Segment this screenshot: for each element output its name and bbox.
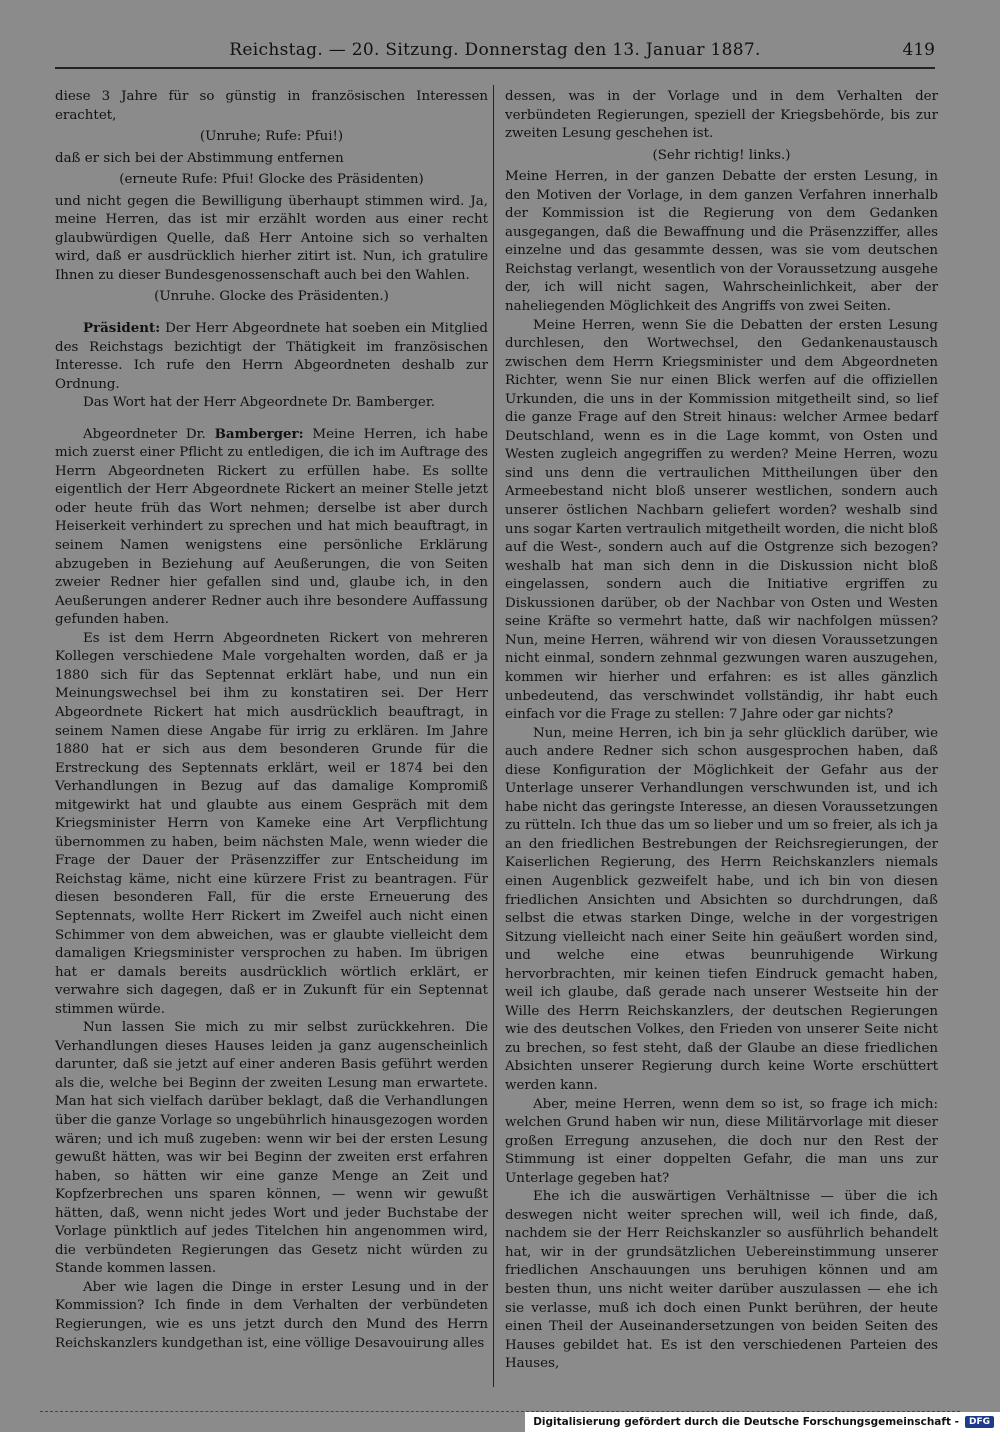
footer-bar <box>525 1412 1000 1432</box>
paragraph-text: Aber wie lagen die Dinge in erster Lesung und in der Kommission? Ich finde in dem Verhalten der verbündeten Regierungen, wie es uns jetzt durch den Mund des Herrn Reichskanzlers kundgethan ist, eine völlige Desavouirung alles <box>55 1279 488 1351</box>
paragraph <box>55 394 488 413</box>
paragraph-text: Das Wort hat der Herr Abgeordnete Dr. Bamberger. <box>83 395 436 411</box>
paragraph-text: Nun, meine Herren, ich bin ja sehr glücklich darüber, wie auch andere Redner sich schon ausgesprochen haben, daß diese Konfiguration der Möglichkeit der Gefahr aus der Unterlage unserer Verhandlungen verschwunden ist, und ich habe nicht das geringste Interesse, an diesen Voraussetzungen zu rütteln. Ich thue das um so lieber und um so freier, als ich ja an den friedlichen Bestrebungen der Reichsregierungen, der Kaiserlichen Regierung, des Herrn Reichskanzlers niemals einen Augenblick gezweifelt habe, und ich bin von diesen friedlichen Ansichten und Absichten so durchdrungen, daß selbst die etwas starken Dinge, welche in der vorgestrigen Sitzung vielleicht nach einer Seite hin geäußert worden sind, und welche eine etwas beunruhigende Wirkung hervorbrachten, mir keinen tiefen Eindruck gemacht haben, weil ich glaube, daß gerade nach unserer Westseite hin der Wille des Herrn Reichskanzlers, der deutschen Regierungen wie des deutschen Volkes, den Frieden von unserer Seite nicht zu brechen, so fest steht, daß der Glaube an diese friedlichen Absichten unserer Regierung durch keine Worte erschüttert werden kann. <box>505 725 938 1093</box>
stage-direction <box>55 288 488 307</box>
paragraph <box>55 150 488 169</box>
paragraph-text: dessen, was in der Vorlage und in dem Verhalten der verbündeten Regierungen, speziell der Kriegsbehörde, bis zur zweiten Lesung geschehen ist. <box>505 89 938 142</box>
paragraph <box>505 725 938 1096</box>
speaker-name: Bamberger: <box>214 425 304 442</box>
paragraph-text: Meine Herren, in der ganzen Debatte der ersten Lesung, in den Motiven der Vorlage, in dem ganzen Verfahren innerhalb der Kommission ist die Regierung von dem Gedanken ausgegangen, daß die Bewaffnung und die Präsenzziffer, alles einzelne und das gesammte dessen, was sie vom deutschen Reichstag verlangt, wesentlich von der Voraussetzung ausgehe der, ich will nicht sagen, Wahrscheinlichkeit, aber der naheliegenden Möglichkeit des Angriffs von zwei Seiten. <box>505 169 938 315</box>
stage-direction <box>55 171 488 190</box>
paragraph <box>505 88 938 144</box>
paragraph <box>55 319 488 394</box>
paragraph-text: (erneute Rufe: Pfui! Glocke des Präsidenten) <box>119 172 424 188</box>
page-number: 419 <box>902 40 935 60</box>
paragraph-text: (Unruhe. Glocke des Präsidenten.) <box>154 289 389 305</box>
stage-direction <box>55 128 488 147</box>
paragraph-text: Ehe ich die auswärtigen Verhältnisse — über die ich deswegen nicht weiter sprechen will, weil ich finde, daß, nachdem sie der Herr Reichskanzler so ausführlich behandelt hat, wir in der grundsätzlichen Uebereinstimmung unserer friedlichen Anschauungen uns beruhigen können und am besten thun, uns nicht weiter darüber auszulassen — ehe ich sie verlasse, muß ich doch einen Punkt berühren, der heute einen Theil der Auseinandersetzungen von beiden Seiten des Hauses gebildet hat. Es ist den verschiedenen Parteien des Hauses, <box>505 1189 938 1372</box>
speaker-title: Abgeordneter Dr. <box>83 426 215 442</box>
paragraph <box>505 168 938 316</box>
paragraph <box>55 1279 488 1353</box>
left-column <box>55 88 488 1353</box>
paragraph-text: Der Herr Abgeordnete hat soeben ein Mitglied des Reichstags bezichtigt der Thätigkeit im französischen Interesse. Ich rufe den Herrn Abgeordneten deshalb zur Ordnung. <box>55 321 488 392</box>
paragraph <box>505 1188 938 1373</box>
header-rule <box>55 67 935 69</box>
paragraph-text: Es ist dem Herrn Abgeordneten Rickert von mehreren Kollegen verschiedene Male vorgehalten worden, daß er ja 1880 sich für das Septennat erklärt habe, und nun ein Meinungswechsel bei ihm zu konstatiren sei. Der Herr Abgeordnete Rickert hat mich ausdrücklich beauftragt, in seinem Namen diese Angabe für irrig zu erklären. Im Jahre 1880 hat er sich aus dem besonderen Grunde für die Erstreckung des Septennats erklärt, weil er 1874 bei den Verhandlungen in Bezug auf das damalige Kompromiß mitgewirkt hat und glaubte aus einem Gespräch mit dem Kriegsminister Herrn von Kameke eine Art Verpflichtung übernommen zu haben, beim nächsten Male, wenn wieder die Frage der Dauer der Präsenzziffer zur Entscheidung im Reichstag käme, nicht eine kürzere Frist zu beantragen. Für diesen besonderen Fall, für die erste Erneuerung des Septennats, wollte Herr Rickert im Zweifel auch nicht einen Schimmer von dem abweichen, was er glaubte vielleicht dem damaligen Kriegsminister versprochen zu haben. Im übrigen hat er damals bereits ausdrücklich wörtlich erklärt, er verwahre sich dagegen, daß er in Zukunft für ein Septennat stimmen würde. <box>55 630 488 1017</box>
page-header <box>55 38 935 66</box>
speaker-name: Präsident: <box>83 320 161 337</box>
paragraph <box>55 425 488 630</box>
paragraph-text: Meine Herren, ich habe mich zuerst einer Pflicht zu entledigen, die ich im Auftrage des Herrn Abgeordneten Rickert zu erfüllen habe. Es sollte eigentlich der Herr Abgeordnete Rickert an meiner Stelle jetzt oder heute früh das Wort nehmen; derselbe ist aber durch Heiserkeit verhindert zu sprechen und hat mich beauftragt, in seinem Namen wenigstens eine persönliche Erklärung abzugeben in Beziehung auf Aeußerungen, die von Seiten zweier Redner hier gefallen sind und, glaube ich, in den Aeußerungen anderer Redner auch ihre besondere Auffassung gefunden haben. <box>55 426 488 628</box>
paragraph-text: diese 3 Jahre für so günstig in französischen Interessen erachtet, <box>55 89 488 123</box>
dfg-logo: DFG <box>965 1416 994 1428</box>
footer-credit: Digitalisierung gefördert durch die Deutsche Forschungsgemeinschaft - <box>533 1416 959 1428</box>
paragraph-text: Aber, meine Herren, wenn dem so ist, so frage ich mich: welchen Grund haben wir nun, diese Militärvorlage mit dieser großen Erregung anzusehen, die doch nur den Rest der Stimmung ist einer doppelten Gefahr, die man uns zur Unterlage gegeben hat? <box>505 1096 938 1186</box>
paragraph-text: (Unruhe; Rufe: Pfui!) <box>199 129 344 145</box>
paragraph <box>505 317 938 725</box>
paragraph <box>55 193 488 286</box>
paragraph-text: (Sehr richtig! links.) <box>652 147 791 163</box>
column-divider <box>493 85 494 1387</box>
paragraph <box>55 88 488 125</box>
paragraph-text: Meine Herren, wenn Sie die Debatten der ersten Lesung durchlesen, den Wortwechsel, den Gedankenaustausch zwischen dem Herrn Kriegsminister und dem Abgeordneten Richter, wenn Sie nur einen Blick werfen auf die offiziellen Urkunden, die uns in der Kommission mitgetheilt sind, so lief die ganze Frage auf den Streit hinaus: welcher Armee bedarf Deutschland, wenn es in die Lage kommt, von Osten und Westen zugleich angegriffen zu werden? Meine Herren, wozu sind uns denn die vertraulichen Mittheilungen über den Armeebestand nicht bloß unserer westlichen, sondern auch unserer östlichen Nachbarn geliefert worden? weshalb sind uns sogar Karten vertraulich mitgetheilt worden, die nicht bloß auf die West-, sondern auch auf die Ostgrenze sich bezogen? weshalb hat man sich denn in die Diskussion nicht bloß eingelassen, sondern auch die Initiative ergriffen zu Diskussionen darüber, ob der Nachbar von Osten und Westen seine Kräfte so vermehrt hatte, daß wir nachfolgen müssen? Nun, meine Herren, während wir von diesen Voraussetzungen nicht einmal, sondern zehnmal gezwungen waren auszugehen, kommen wir hierher und erfahren: es ist alles gänzlich unbedeutend, das verschwindet vollständig, ihr habt euch einfach vor die Frage zu stellen: 7 Jahre oder gar nichts? <box>505 317 938 723</box>
right-column <box>505 88 938 1374</box>
paragraph <box>55 630 488 1019</box>
paragraph <box>55 1019 488 1279</box>
paragraph-text: daß er sich bei der Abstimmung entfernen <box>55 150 344 166</box>
running-header: Reichstag. — 20. Sitzung. Donnerstag den 13. Januar 1887. <box>229 40 761 60</box>
paragraph-text: Nun lassen Sie mich zu mir selbst zurückkehren. Die Verhandlungen dieses Hauses leiden ja ganz augenscheinlich darunter, daß sie jetzt auf einer anderen Basis geführt werden als die, welche bei Beginn der zweiten Lesung man erwartete. Man hat sich vielfach darüber beklagt, daß die Verhandlungen über die ganze Vorlage so ungebührlich hinausgezogen worden wären; und ich muß zugeben: wenn wir bei der ersten Lesung gewußt hätten, was wir bei Beginn der zweiten erst erfahren haben, so hätten wir eine ganze Menge an Zeit und Kopfzerbrechen uns sparen können, — wenn wir gewußt hätten, daß, wenn nicht jedes Wort und jeder Buchstabe der Vorlage pünktlich auf jedes Titelchen hin angenommen wird, die verbündeten Regierungen das Gesetz nicht würden zu Stande kommen lassen. <box>55 1020 488 1277</box>
stage-direction <box>505 147 938 166</box>
paragraph <box>505 1096 938 1189</box>
paragraph-text: und nicht gegen die Bewilligung überhaupt stimmen wird. Ja, meine Herren, das ist mir erzählt worden aus einer recht glaubwürdigen Quelle, daß Herr Antoine sich so verhalten wird, daß er ausdrücklich hierher zitirt ist. Nun, ich gratulire Ihnen zu dieser Bundesgenossenschaft auch bei den Wahlen. <box>55 193 488 283</box>
